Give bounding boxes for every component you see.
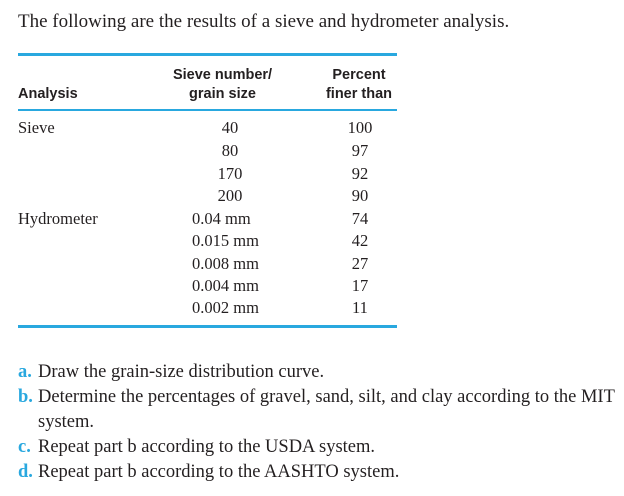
question-item	[18, 385, 618, 435]
question-item	[18, 360, 618, 385]
table-row-size: 0.004 mm	[192, 276, 259, 295]
table-row-percent: 92	[351, 164, 369, 183]
question-text: Determine the percentages of gravel, sand, silt, and clay according to the MIT system.	[38, 387, 615, 432]
question-letter: b.	[18, 387, 33, 407]
table-row-size: 170	[217, 164, 243, 183]
header-percent-finer	[316, 66, 402, 104]
header-percent-line2: finer than	[325, 86, 393, 102]
table-row-percent: 90	[351, 186, 369, 205]
table-bottom-rule	[18, 325, 397, 328]
question-text: Repeat part b according to the USDA system.	[38, 437, 376, 457]
table-row-percent: 17	[351, 276, 369, 295]
question-letter: d.	[18, 462, 33, 482]
header-sieve-line1: Sieve number/	[172, 67, 273, 83]
table-top-rule	[18, 53, 397, 56]
question-list	[18, 360, 618, 485]
table-row-percent: 27	[351, 254, 369, 273]
table-row-size: 0.008 mm	[192, 254, 259, 273]
table-row-size: 40	[221, 118, 239, 137]
question-text: Draw the grain-size distribution curve.	[38, 362, 325, 382]
header-sieve-number	[160, 66, 285, 104]
intro-text: The following are the results of a sieve and hydrometer analysis.	[18, 11, 510, 32]
table-row-size: 0.04 mm	[192, 209, 251, 228]
table-row-percent: 11	[352, 298, 368, 317]
table-row-size: 0.002 mm	[192, 298, 259, 317]
question-letter: a.	[18, 362, 32, 382]
table-row-percent: 74	[351, 209, 369, 228]
question-item	[18, 460, 618, 485]
table-header-rule	[18, 109, 397, 111]
table-row-analysis: Sieve	[18, 118, 55, 137]
question-item	[18, 435, 618, 460]
header-percent-line1: Percent	[332, 67, 386, 83]
header-analysis: Analysis	[18, 86, 78, 102]
table-row-size: 200	[217, 186, 243, 205]
table-row-percent: 42	[351, 231, 369, 250]
table-row-size: 0.015 mm	[192, 231, 259, 250]
question-letter: c.	[18, 437, 31, 457]
question-text: Repeat part b according to the AASHTO system.	[38, 462, 400, 482]
table-row-percent: 97	[351, 141, 369, 160]
table-row-analysis: Hydrometer	[18, 209, 98, 228]
table-row-percent: 100	[347, 118, 373, 137]
table-row-size: 80	[221, 141, 239, 160]
header-sieve-line2: grain size	[189, 86, 256, 102]
